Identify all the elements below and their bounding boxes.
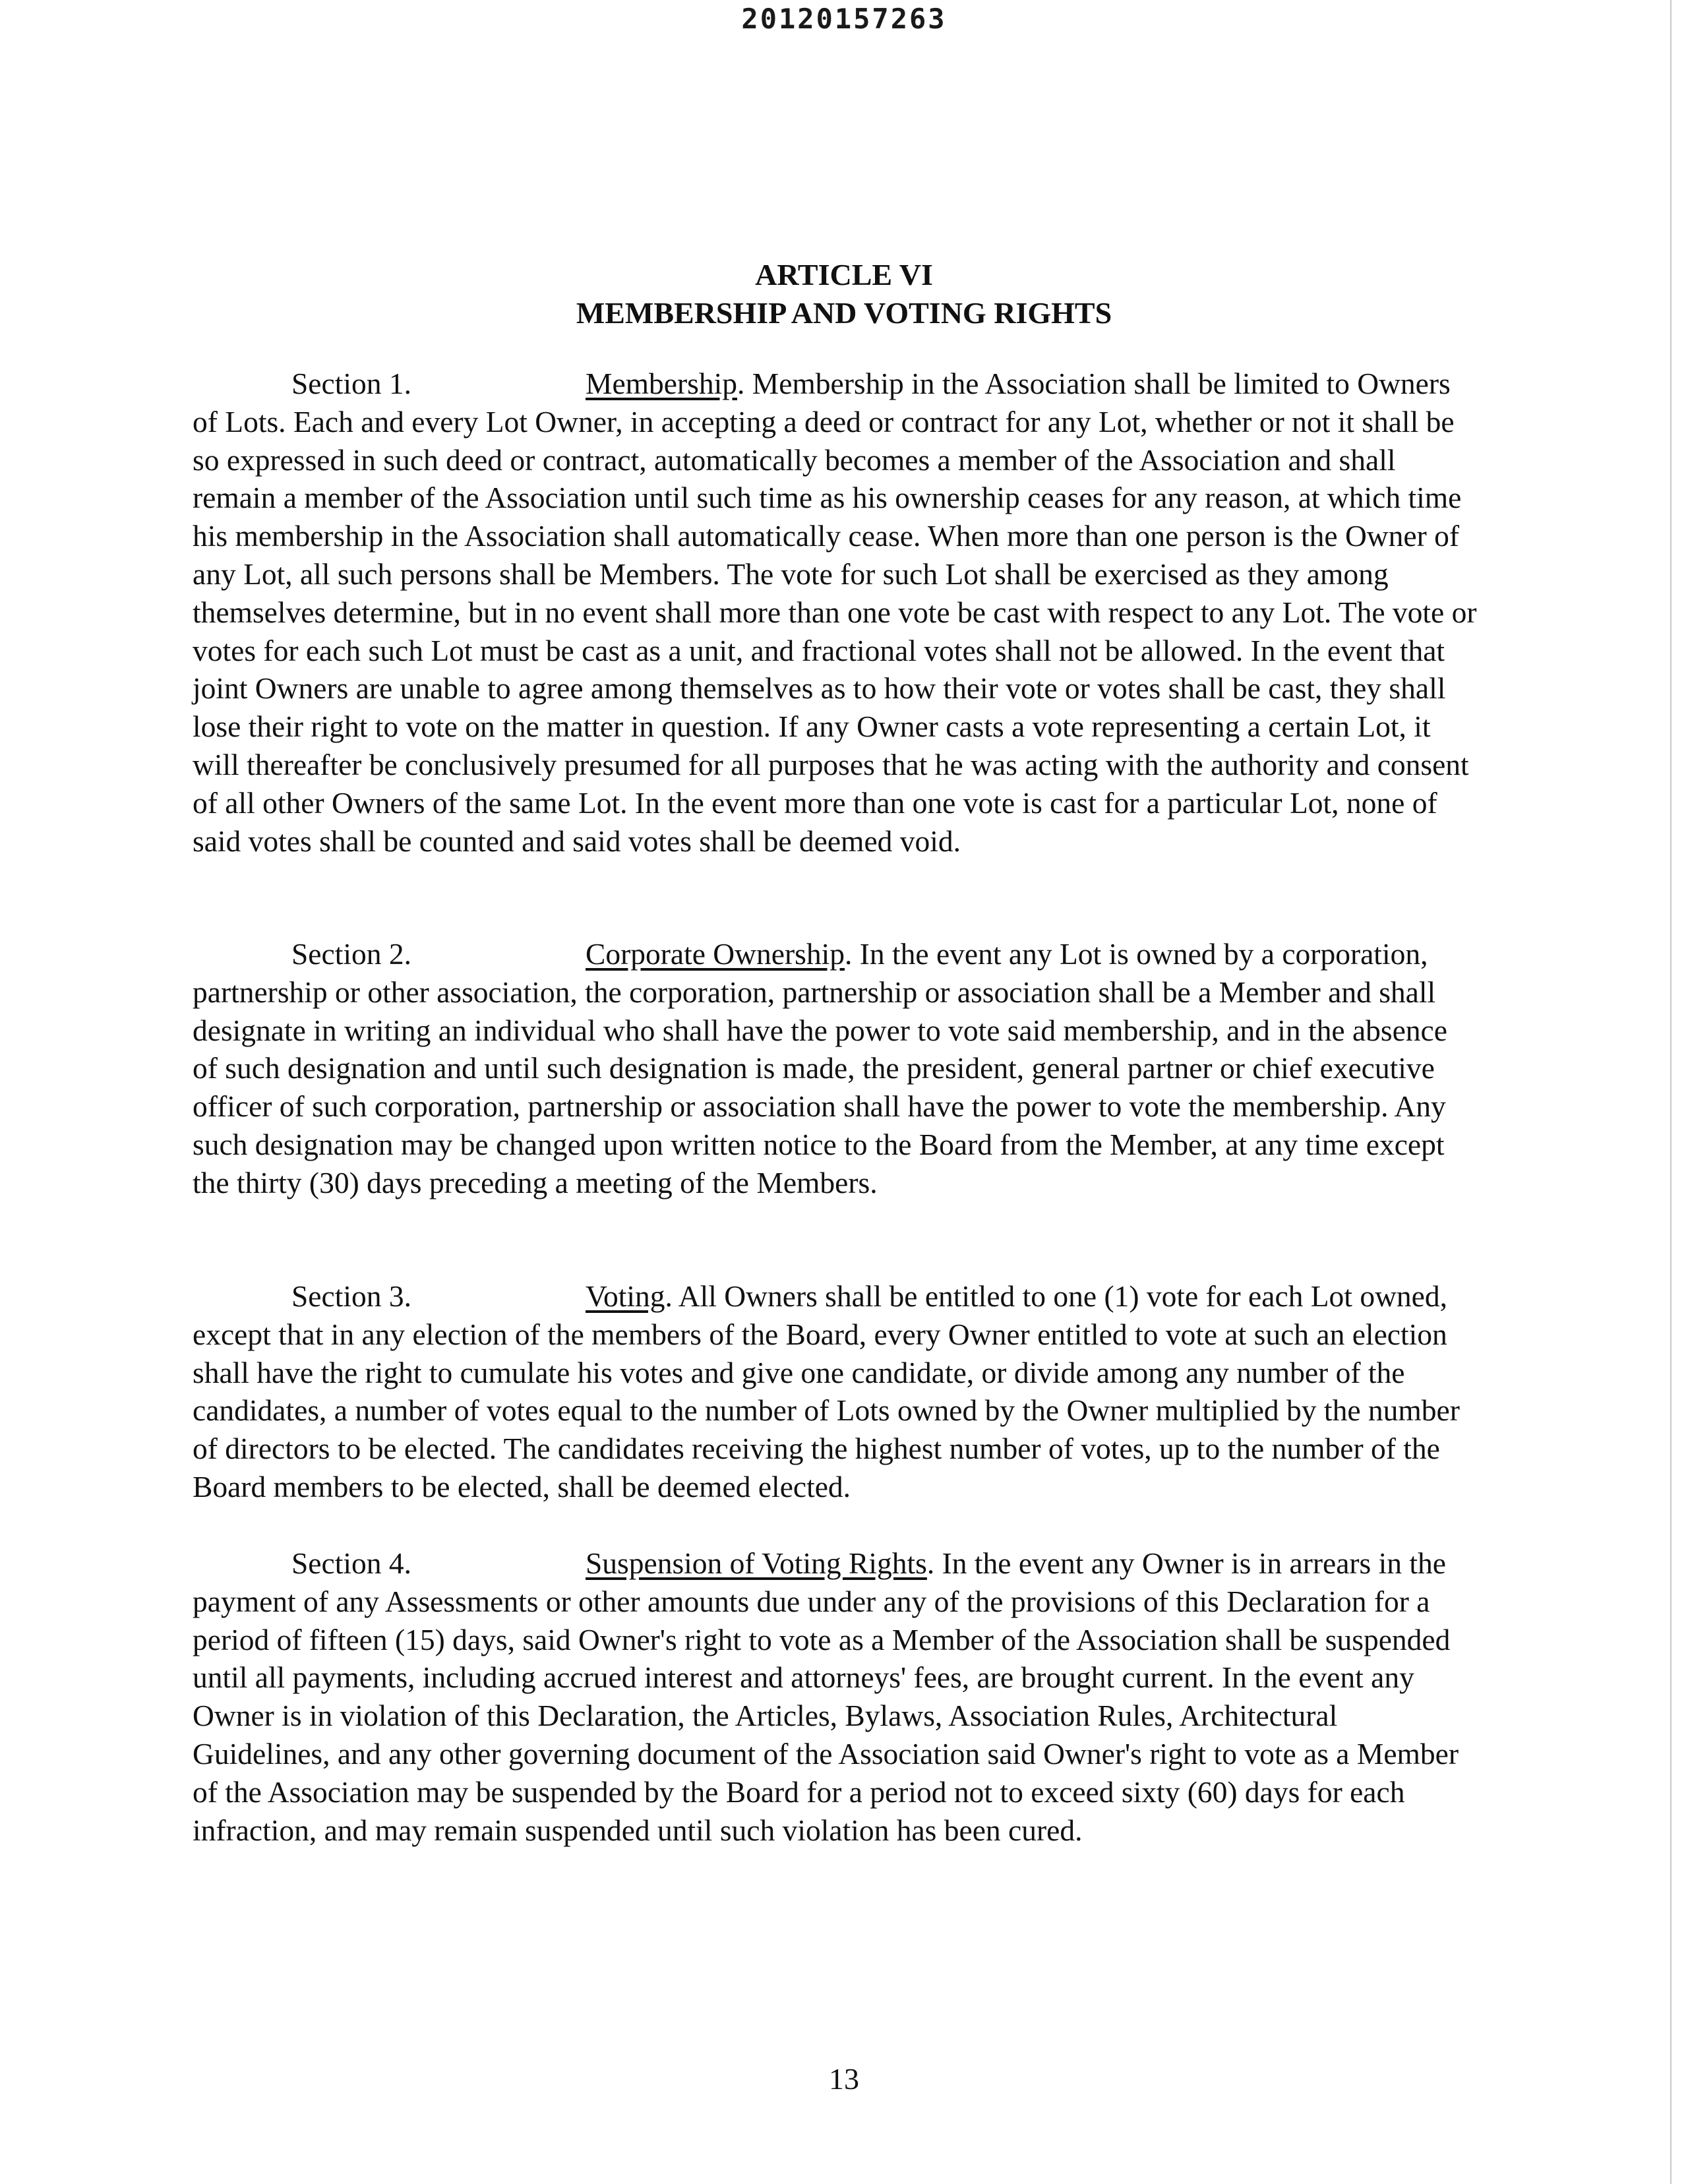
section-4-label: Section 4.	[291, 1546, 411, 1580]
section-1-text: . Membership in the Association shall be limited to Owners of Lots. Each and every Lot Owner, in accepting a deed or contract for any Lot, whether or not it shall be so expressed in such deed or contract, automatically becomes a member of the Association and shall remain a member of the Association until such time as his ownership ceases for any reason, at which time his membership in the Association shall automatically cease. When more than one person is the Owner of any Lot, all such persons shall be Members. The vote for such Lot shall be exercised as they among themselves determine, but in no event shall more than one vote be cast with respect to any Lot. The vote or votes for each such Lot must be cast as a unit, and fractional votes shall not be allowed. In the event that joint Owners are unable to agree among themselves as to how their vote or votes shall be cast, they shall lose their right to vote on the matter in question. If any Owner casts a vote representing a certain Lot, it will thereafter be conclusively presumed for all purposes that he was acting with the authority and consent of all other Owners of the same Lot. In the event more than one vote is cast for a particular Lot, none of said votes shall be counted and said votes shall be deemed void.	[193, 367, 1477, 858]
section-3-paragraph	[193, 1277, 1478, 1506]
section-4-title: Suspension of Voting Rights	[586, 1546, 927, 1580]
section-3-text: . All Owners shall be entitled to one (1) vote for each Lot owned, except that in any election of the members of the Board, every Owner entitled to vote at such an election shall have the right to cumulate his votes and give one candidate, or divide among any number of the candidates, a number of votes equal to the number of Lots owned by the Owner multiplied by the number of directors to be elected. The candidates receiving the highest number of votes, up to the number of the Board members to be elected, shall be deemed elected.	[193, 1279, 1460, 1503]
section-2-paragraph	[193, 935, 1478, 1202]
section-2-text: . In the event any Lot is owned by a corporation, partnership or other association, the corporation, partnership or association shall be a Member and shall designate in writing an individual who shall have the power to vote said membership, and in the absence of such designation and until such designation is made, the president, general partner or chief executive officer of such corporation, partnership or association shall have the power to vote the membership. Any such designation may be changed upon written notice to the Board from the Member, at any time except the thirty (30) days preceding a meeting of the Members.	[193, 937, 1447, 1199]
section-4-paragraph	[193, 1544, 1478, 1849]
section-1-paragraph	[193, 365, 1478, 860]
section-2-title: Corporate Ownership	[586, 937, 845, 971]
section-1-label: Section 1.	[291, 367, 411, 400]
document-number: 20120157263	[741, 3, 947, 35]
section-3-title: Voting	[586, 1279, 665, 1313]
section-1-title: Membership	[586, 367, 737, 400]
section-4-text: . In the event any Owner is in arrears in the payment of any Assessments or other amounts due under any of the provisions of this Declaration for a period of fifteen (15) days, said Owner's right to vote as a Member of the Association shall be suspended until all payments, including accrued interest and attorneys' fees, are brought current. In the event any Owner is in violation of this Declaration, the Articles, Bylaws, Association Rules, Architectural Guidelines, and any other governing document of the Association said Owner's right to vote as a Member of the Association may be suspended by the Board for a period not to exceed sixty (60) days for each infraction, and may remain suspended until such violation has been cured.	[193, 1546, 1459, 1847]
article-title: MEMBERSHIP AND VOTING RIGHTS	[576, 296, 1112, 330]
article-number: ARTICLE VI	[755, 258, 933, 291]
section-2-label: Section 2.	[291, 937, 411, 971]
page-number: 13	[829, 2062, 859, 2096]
section-3-label: Section 3.	[291, 1279, 411, 1313]
